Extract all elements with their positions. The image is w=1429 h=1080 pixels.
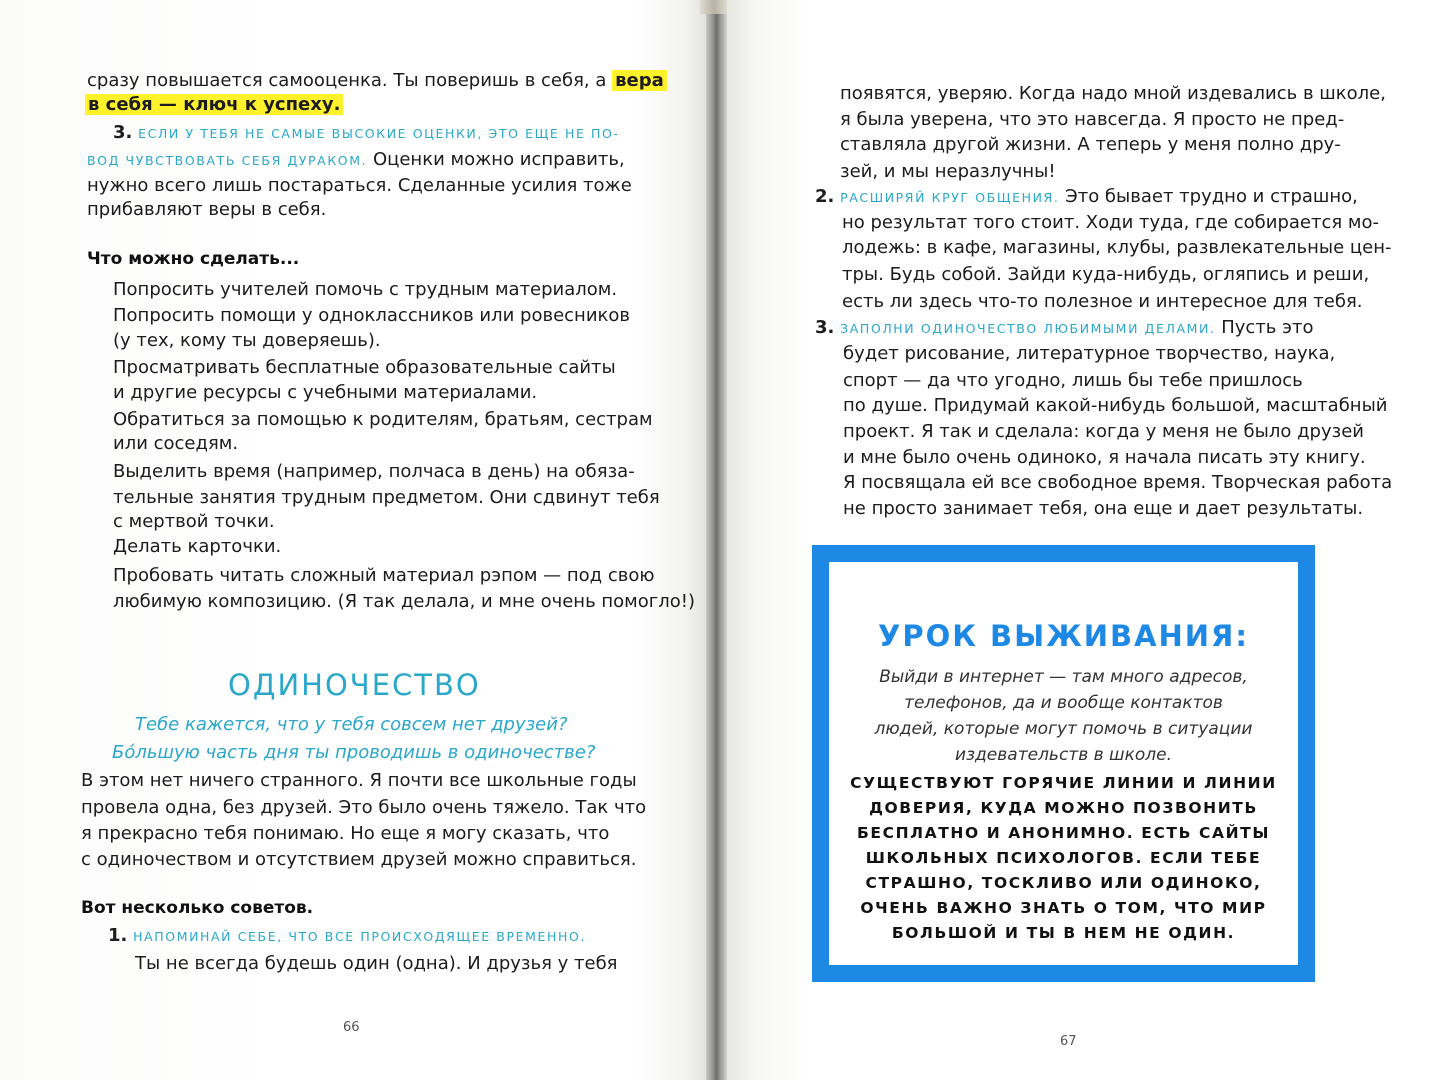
what-line: Обратиться за помощью к родителям, братьям, сестрам <box>113 409 653 430</box>
highlight-faith: вера <box>612 70 667 91</box>
loneliness-body-line: В этом нет ничего странного. Я почти все школьные годы <box>81 770 637 791</box>
what-line: Просматривать бесплатные образовательные сайты <box>113 357 616 378</box>
loneliness-body-line: я прекрасно тебя понимаю. Но еще я могу сказать, что <box>81 823 610 844</box>
what-line: или соседям. <box>113 433 239 454</box>
survival-lesson-italic <box>829 664 1298 768</box>
tip-3-line: и мне было очень одиноко, я начала писать эту книгу. <box>843 447 1366 468</box>
survival-italic-line: издевательств в школе. <box>954 745 1173 765</box>
tip-2-line: тры. Будь собой. Зайди куда-нибудь, огляпись и реши, <box>842 264 1370 285</box>
what-line: тельные занятия трудным предметом. Они сдвинут тебя <box>113 487 660 508</box>
tip-2-line: есть ли здесь что-то полезное и интересное для тебя. <box>842 291 1363 312</box>
survival-caps-line: СТРАШНО, ТОСКЛИВО ИЛИ ОДИНОКО, <box>865 874 1262 892</box>
survival-italic-line: телефонов, да и вообще контактов <box>904 693 1223 713</box>
intro-line-1: сразу повышается самооценка. Ты поверишь в себя, а вера <box>87 68 667 94</box>
loneliness-subtitle-1: Тебе кажется, что у тебя совсем нет друзей? <box>135 714 568 735</box>
book-spine-gutter <box>706 0 727 1080</box>
book-spine-top <box>700 0 728 14</box>
survival-lesson-title: УРОК ВЫЖИВАНИЯ: <box>877 619 1249 653</box>
what-line: Делать карточки. <box>113 536 282 557</box>
survival-lesson-caps <box>829 771 1298 946</box>
tip-3-line-1: 3. ЗАПОЛНИ ОДИНОЧЕСТВО ЛЮБИМЫМИ ДЕЛАМИ. Пусть это <box>815 317 1314 338</box>
tip-1-line-2: Ты не всегда будешь один (одна). И друзья у тебя <box>135 953 618 974</box>
tip-3-line: по душе. Придумай какой-нибудь большой, масштабный <box>843 395 1388 416</box>
tip-2-line-1: 2. РАСШИРЯЙ КРУГ ОБЩЕНИЯ. Это бывает трудно и страшно, <box>815 186 1358 207</box>
highlight-key-to-success: в себя — ключ к успеху. <box>85 94 343 115</box>
what-line: Пробовать читать сложный материал рэпом — под свою <box>113 565 655 586</box>
tip-2-line: но результат того стоит. Ходи туда, где собирается мо- <box>842 212 1379 233</box>
point-3-line-3: нужно всего лишь постараться. Сделанные усилия тоже <box>87 175 632 196</box>
loneliness-body-line: провела одна, без друзей. Это было очень тяжело. Так что <box>81 797 647 818</box>
what-line: Попросить учителей помочь с трудным материалом. <box>113 279 618 300</box>
tip-3-line: проект. Я так и сделала: когда у меня не было друзей <box>843 421 1364 442</box>
tip-3-line: Я посвящала ей все свободное время. Творческая работа <box>843 472 1393 493</box>
loneliness-subtitle-2: Бо́льшую часть дня ты проводишь в одиночестве? <box>112 742 596 763</box>
survival-caps-line: СУЩЕСТВУЮТ ГОРЯЧИЕ ЛИНИИ И ЛИНИИ <box>850 774 1277 792</box>
survival-caps-line: ОЧЕНЬ ВАЖНО ЗНАТЬ О ТОМ, ЧТО МИР <box>860 899 1267 917</box>
continued-line: я была уверена, что это навсегда. Я просто не пред- <box>840 109 1345 130</box>
left-page <box>0 0 706 1080</box>
tip-1-line-1: 1. НАПОМИНАЙ СЕБЕ, ЧТО ВСЕ ПРОИСХОДЯЩЕЕ ВРЕМЕННО. <box>108 925 586 946</box>
point-3-line-1: 3. ЕСЛИ У ТЕБЯ НЕ САМЫЕ ВЫСОКИЕ ОЦЕНКИ, ЭТО ЕЩЕ НЕ ПО- <box>113 122 620 143</box>
continued-line: зей, и мы неразлучны! <box>840 161 1056 182</box>
tip-3-line: спорт — да что угодно, лишь бы тебе пришлось <box>843 370 1303 391</box>
what-line: с мертвой точки. <box>113 511 275 532</box>
point-3-line-4: прибавляют веры в себя. <box>87 199 327 220</box>
survival-caps-line: ДОВЕРИЯ, КУДА МОЖНО ПОЗВОНИТЬ <box>869 799 1258 817</box>
continued-line: появятся, уверяю. Когда надо мной издевались в школе, <box>840 83 1386 104</box>
continued-line: ставляла другой жизни. А теперь у меня полно дру- <box>840 134 1341 155</box>
survival-caps-line: ШКОЛЬНЫХ ПСИХОЛОГОВ. ЕСЛИ ТЕБЕ <box>865 849 1262 867</box>
what-line: и другие ресурсы с учебными материалами. <box>113 382 538 403</box>
what-to-do-heading: Что можно сделать... <box>87 249 300 269</box>
page-number-right: 67 <box>1060 1034 1077 1049</box>
point-3-line-2: ВОД ЧУВСТВОВАТЬ СЕБЯ ДУРАКОМ. Оценки можно исправить, <box>87 149 625 170</box>
loneliness-body-line: с одиночеством и отсутствием друзей можно справиться. <box>81 849 637 870</box>
tip-3-line: будет рисование, литературное творчество, наука, <box>843 343 1336 364</box>
intro-line-2 <box>85 92 343 118</box>
tip-2-line: лодежь: в кафе, магазины, клубы, развлекательные цен- <box>842 237 1392 258</box>
what-line: (у тех, кому ты доверяешь). <box>113 330 381 351</box>
survival-italic-line: Выйди в интернет — там много адресов, <box>879 667 1248 687</box>
survival-caps-line: БЕСПЛАТНО И АНОНИМНО. ЕСТЬ САЙТЫ <box>857 824 1270 842</box>
survival-caps-line: БОЛЬШОЙ И ТЫ В НЕМ НЕ ОДИН. <box>891 924 1236 942</box>
what-line: любимую композицию. (Я так делала, и мне очень помогло!) <box>113 591 695 612</box>
page-number-left: 66 <box>343 1020 360 1035</box>
tip-3-line: не просто занимает тебя, она еще и дает результаты. <box>843 498 1364 519</box>
survival-italic-line: людей, которые могут помочь в ситуации <box>874 719 1253 739</box>
what-line: Попросить помощи у одноклассников или ровесников <box>113 305 631 326</box>
tips-heading: Вот несколько советов. <box>81 898 314 918</box>
what-line: Выделить время (например, полчаса в день) на обяза- <box>113 461 635 482</box>
loneliness-title: ОДИНОЧЕСТВО <box>228 668 481 702</box>
survival-lesson-box <box>812 545 1315 982</box>
